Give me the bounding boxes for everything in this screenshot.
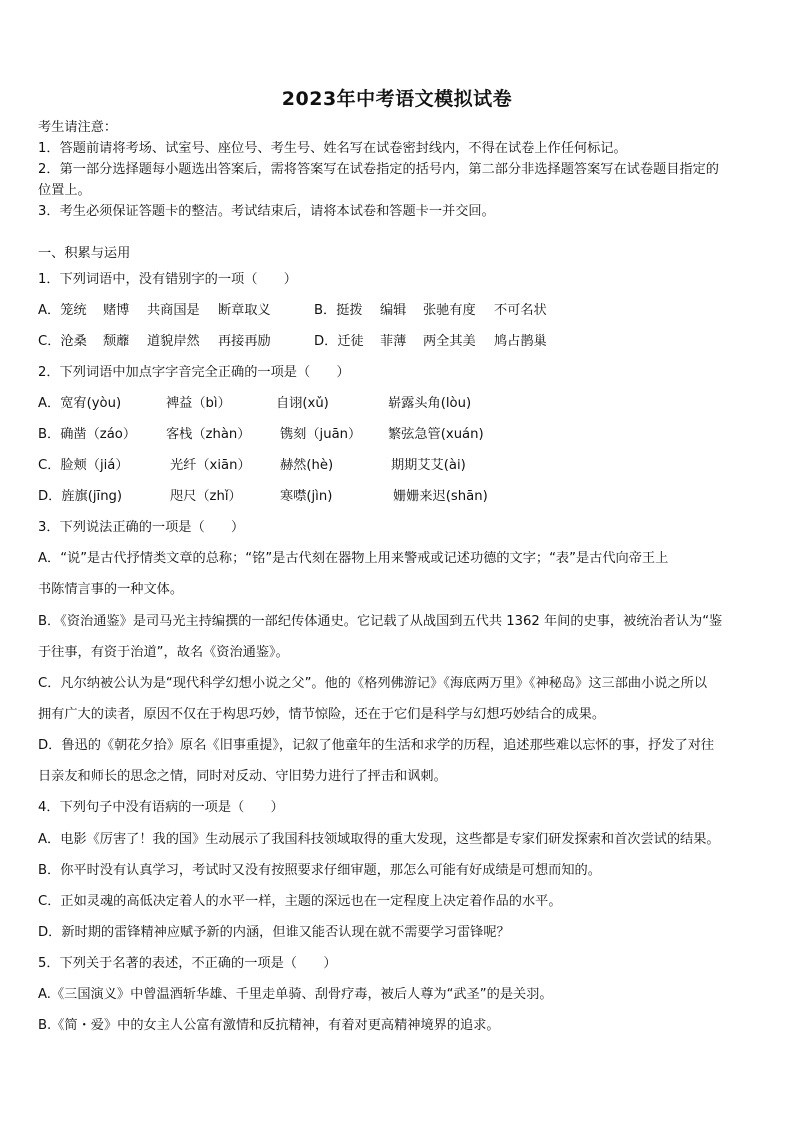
- option-text: C．正如灵魂的高低决定着人的水平一样，主题的深远也在一定程度上决定着作品的水平。: [38, 894, 562, 909]
- option-label: A．笼统: [38, 303, 87, 318]
- question-stem: 1．下列词语中，没有错别字的一项（ ）: [38, 272, 297, 287]
- option-word: 共商国是: [147, 303, 200, 318]
- option-word: 道貌岸然: [147, 334, 200, 349]
- option-text: A．“说”是古代抒情类文章的总称；“铭”是古代刻在器物上用来警戒或记述功德的文字；“表”是古代向帝王上: [38, 551, 669, 566]
- option-text: B.《简・爱》中的女主人公富有激情和反抗精神，有着对更高精神境界的追求。: [38, 1018, 500, 1033]
- option-word: 赫然(hè): [280, 458, 334, 473]
- option-word: 繁弦急管(xuán): [388, 427, 484, 442]
- option-word: 光纤（xiān）: [170, 458, 251, 473]
- page-title: 2023年中考语文模拟试卷: [281, 88, 513, 110]
- option-text: B．《资治通鉴》是司马光主持编撰的一部纪传体通史。它记载了从战国到五代共 1362 年间的史事，被统治者认为“鉴: [38, 614, 723, 629]
- option-word: 编辑: [380, 303, 407, 318]
- option-word: 断章取义: [218, 303, 271, 318]
- option-word: 不可名状: [494, 303, 547, 318]
- option-text: C．凡尔纳被公认为是“现代科学幻想小说之父”。他的《格列佛游记》《海底两万里》《神秘岛》这三部曲小说之所以: [38, 676, 708, 691]
- notice-item: 1．答题前请将考场、试室号、座位号、考生号、姓名写在试卷密封线内，不得在试卷上作任何标记。: [38, 141, 627, 156]
- option-text: 日亲友和师长的思念之情，同时对反动、守旧势力进行了抨击和讽刺。: [38, 769, 447, 784]
- option-text: 书陈情言事的一种文体。: [38, 582, 184, 597]
- option-label: B．确凿（záo）: [38, 427, 137, 442]
- option-label: C．脸颊（jiá）: [38, 458, 129, 473]
- option-word: 镌刻（juān）: [280, 427, 362, 442]
- option-text: 拥有广大的读者，原因不仅在于构思巧妙，情节惊险，还在于它们是科学与幻想巧妙结合的成果。: [38, 707, 606, 722]
- option-word: 崭露头角(lòu): [388, 396, 472, 411]
- option-text: B．你平时没有认真学习，考试时又没有按照要求仔细审题，那怎么可能有好成绩是可想而知的。: [38, 863, 601, 878]
- option-text: A．电影《厉害了！我的国》生动展示了我国科技领域取得的重大发现，这些都是专家们研发探索和首次尝试的结果。: [38, 832, 720, 847]
- option-word: 两全其美: [423, 334, 476, 349]
- option-text: A.《三国演义》中曾温酒斩华雄、千里走单骑、刮骨疗毒，被后人尊为“武圣”的是关羽。: [38, 987, 553, 1002]
- option-label: D．旌旗(jīng): [38, 489, 123, 504]
- option-word: 客栈（zhàn）: [166, 427, 251, 442]
- option-word: 咫尺（zhǐ）: [170, 489, 242, 504]
- option-text: 于往事，有资于治道”，故名《资治通鉴》。: [38, 645, 289, 660]
- option-word: 鸠占鹊巢: [494, 334, 547, 349]
- option-label: C．沧桑: [38, 334, 87, 349]
- option-word: 期期艾艾(ài): [391, 458, 466, 473]
- option-label: D．迁徒: [314, 334, 364, 349]
- notice-item: 2．第一部分选择题每小题选出答案后，需将答案写在试卷指定的括号内，第二部分非选择题答案写在试卷题目指定的: [38, 162, 719, 177]
- notice-item: 位置上。: [38, 183, 91, 198]
- question-stem: 3．下列说法正确的一项是（ ）: [38, 520, 245, 535]
- option-word: 姗姗来迟(shān): [393, 489, 488, 504]
- option-text: D．新时期的雷锋精神应赋予新的内涵，但谁又能否认现在就不需要学习雷锋呢？: [38, 925, 510, 940]
- option-word: 寒噤(jìn): [280, 489, 333, 504]
- question-stem: 5．下列关于名著的表述，不正确的一项是（ ）: [38, 956, 337, 971]
- option-word: 裨益（bì）: [166, 396, 231, 411]
- option-word: 赌博: [103, 303, 130, 318]
- option-word: 再接再励: [218, 334, 271, 349]
- option-text: D．鲁迅的《朝花夕拾》原名《旧事重提》，记叙了他童年的生活和求学的历程，追述那些难以忘怀的事，抒发了对往: [38, 738, 715, 753]
- option-label: A．宽宥(yòu): [38, 396, 122, 411]
- option-label: B．挺拨: [314, 303, 363, 318]
- question-stem: 2．下列词语中加点字字音完全正确的一项是（ ）: [38, 365, 350, 380]
- question-stem: 4．下列句子中没有语病的一项是（ ）: [38, 800, 284, 815]
- section-heading: 一、积累与运用: [38, 246, 131, 261]
- option-word: 菲薄: [380, 334, 407, 349]
- option-word: 自诩(xǔ): [276, 396, 329, 411]
- option-word: 张驰有度: [423, 303, 476, 318]
- option-word: 颓蘼: [103, 334, 130, 349]
- notice-heading: 考生请注意：: [38, 120, 118, 135]
- notice-item: 3．考生必须保证答题卡的整洁。考试结束后，请将本试卷和答题卡一并交回。: [38, 204, 495, 219]
